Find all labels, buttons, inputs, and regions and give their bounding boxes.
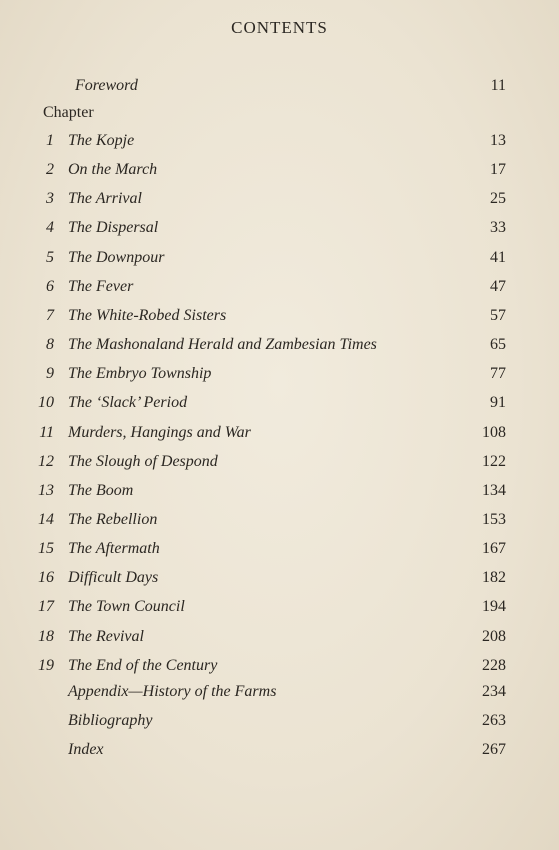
- toc-page-number: 17: [490, 161, 506, 179]
- toc-page-number: 33: [490, 219, 506, 237]
- toc-page-number: 57: [490, 306, 506, 324]
- toc-page-number: 194: [482, 598, 506, 616]
- chapter-number: 8: [46, 336, 54, 354]
- toc-entry-title: The Mashonaland Herald and Zambesian Times: [68, 336, 377, 354]
- toc-entry-title: The Arrival: [68, 190, 142, 208]
- table-row: [0, 654, 559, 678]
- toc-entry-title: The Slough of Despond: [68, 452, 218, 470]
- toc-page-number: 122: [482, 452, 506, 470]
- chapter-label: Chapter: [43, 104, 94, 121]
- toc-page-number: 65: [490, 336, 506, 354]
- table-row: [0, 537, 559, 561]
- toc-page-number: 263: [482, 712, 506, 730]
- table-row: [0, 129, 559, 153]
- chapter-number: 7: [46, 306, 54, 324]
- toc-page-number: 228: [482, 656, 506, 674]
- toc-entry-title: The Dispersal: [68, 219, 159, 237]
- chapter-number: 3: [46, 190, 54, 208]
- toc-page-number: 77: [490, 365, 506, 383]
- toc-entry-title: The Fever: [68, 277, 134, 295]
- toc-entry-title: Foreword: [75, 77, 138, 94]
- toc-entry-title: The Revival: [68, 627, 144, 645]
- chapter-number: 4: [46, 219, 54, 237]
- toc-page-number: 41: [490, 248, 506, 266]
- toc-page-number: 153: [482, 510, 506, 528]
- table-row: [0, 450, 559, 474]
- table-row: [0, 246, 559, 270]
- chapter-number: 13: [38, 481, 54, 499]
- toc-entry-title: The Aftermath: [68, 540, 160, 558]
- table-row: [0, 216, 559, 240]
- toc-entry-title: Bibliography: [68, 712, 153, 730]
- toc-page-number: 267: [482, 741, 506, 759]
- toc-page-number: 208: [482, 627, 506, 645]
- chapter-number: 2: [46, 161, 54, 179]
- table-row: [0, 421, 559, 445]
- toc-entry-title: On the March: [68, 161, 158, 179]
- table-row: [0, 680, 559, 704]
- table-row: [0, 187, 559, 211]
- toc-page-number: 91: [490, 394, 506, 412]
- chapter-number: 1: [46, 132, 54, 149]
- toc-entry-title: The Rebellion: [68, 510, 158, 528]
- table-row: [0, 391, 559, 415]
- toc-page-number: 47: [490, 277, 506, 295]
- toc-page-number: 167: [482, 540, 506, 558]
- table-row: [0, 479, 559, 503]
- toc-entry-title: The Kopje: [68, 132, 135, 149]
- toc-entry-title: Murders, Hangings and War: [68, 423, 251, 441]
- table-row: [0, 508, 559, 532]
- chapter-number: 14: [38, 510, 54, 528]
- toc-entry-title: Difficult Days: [68, 569, 159, 587]
- chapter-number: 19: [38, 656, 54, 674]
- table-row: [0, 566, 559, 590]
- chapter-number: 6: [46, 277, 54, 295]
- toc-entry-title: The Boom: [68, 481, 134, 499]
- toc-page-number: 182: [482, 569, 506, 587]
- toc-page-number: 234: [482, 683, 506, 700]
- chapter-number: 10: [38, 394, 54, 412]
- toc-page-number: 11: [490, 77, 506, 94]
- toc-entry-title: Appendix—History of the Farms: [68, 683, 277, 700]
- toc-entry-title: The End of the Century: [68, 656, 218, 674]
- chapter-number: 12: [38, 452, 54, 470]
- table-row: [0, 158, 559, 182]
- table-row: [0, 709, 559, 733]
- chapter-number: 16: [38, 569, 54, 587]
- toc-entry-title: The ‘Slack’ Period: [68, 394, 188, 412]
- chapter-number: 11: [39, 423, 54, 441]
- toc-entry-title: Index: [68, 741, 104, 759]
- toc-entry-title: The Town Council: [68, 598, 185, 616]
- table-row: [0, 362, 559, 386]
- chapter-number: 9: [46, 365, 54, 383]
- toc-entry-title: The Downpour: [68, 248, 165, 266]
- chapter-number: 5: [46, 248, 54, 266]
- toc-row-foreword: [0, 74, 559, 98]
- toc-entry-title: The Embryo Township: [68, 365, 212, 383]
- chapter-number: 17: [38, 598, 54, 616]
- chapter-number: 15: [38, 540, 54, 558]
- toc-entry-title: The White-Robed Sisters: [68, 306, 227, 324]
- toc-page-number: 13: [490, 132, 506, 149]
- toc-page-number: 108: [482, 423, 506, 441]
- table-row: [0, 738, 559, 762]
- toc-page-number: 25: [490, 190, 506, 208]
- chapter-label-row: [0, 101, 559, 125]
- page-title: CONTENTS: [231, 18, 328, 37]
- table-row: [0, 595, 559, 619]
- table-row: [0, 275, 559, 299]
- table-row: [0, 304, 559, 328]
- toc-page-number: 134: [482, 481, 506, 499]
- chapter-number: 18: [38, 627, 54, 645]
- table-row: [0, 625, 559, 649]
- table-row: [0, 333, 559, 357]
